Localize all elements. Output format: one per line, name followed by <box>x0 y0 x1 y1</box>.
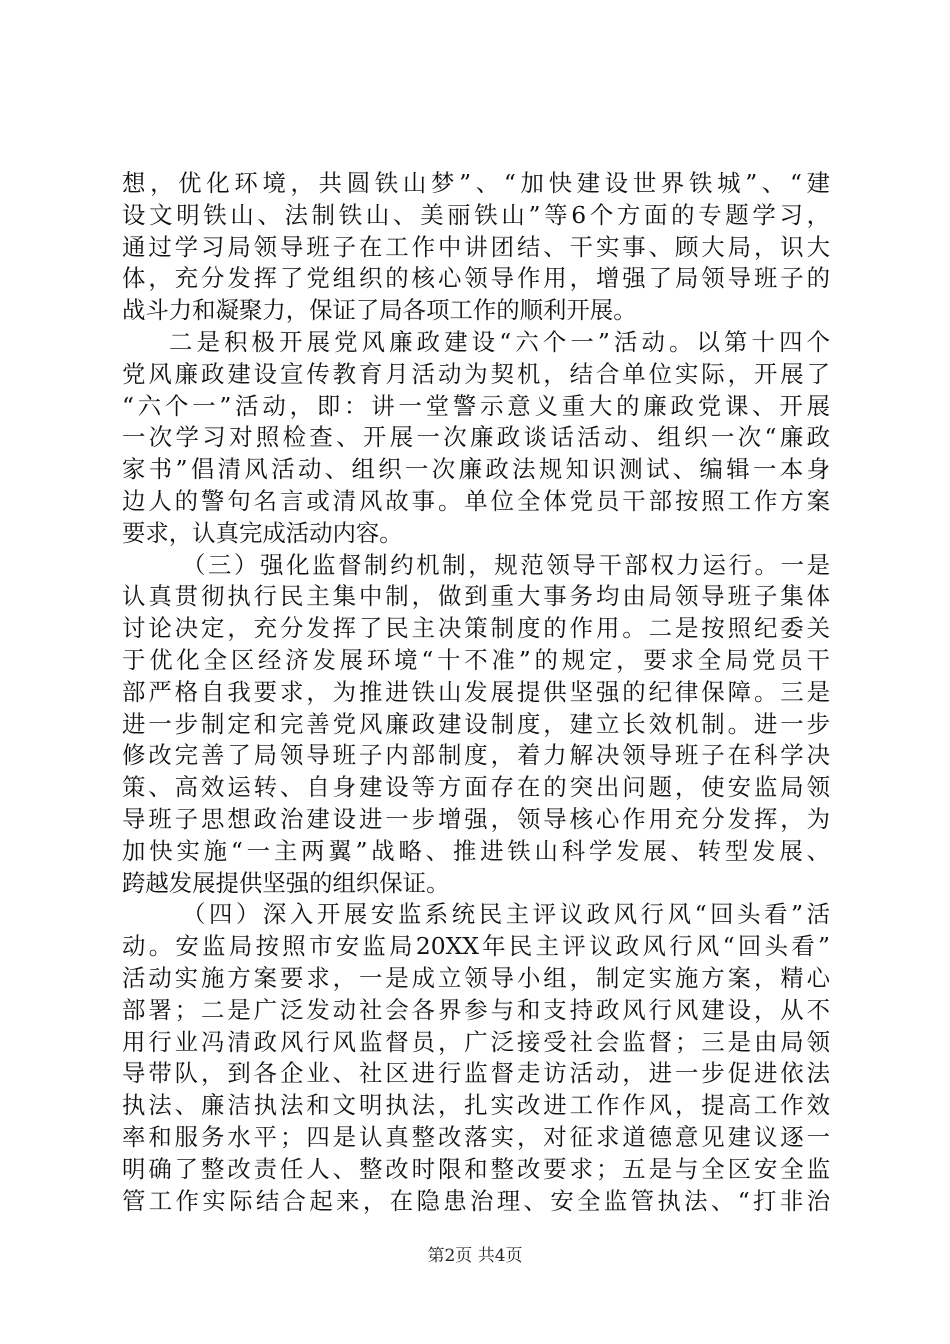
text-line: 率和服务水平；四是认真整改落实，对征求道德意见建议逐一 <box>122 1122 830 1151</box>
text-line: 边人的警句名言或清风故事。单位全体党员干部按照工作方案 <box>122 486 830 515</box>
page-number-footer: 第2页 共4页 <box>427 1246 523 1266</box>
text-line: 于优化全区经济发展环境“十不准”的规定，要求全局党员干 <box>122 645 830 674</box>
text-line: 想，优化环境，共圆铁山梦”、“加快建设世界铁城”、“建 <box>122 169 830 197</box>
text-line: “六个一”活动，即：讲一堂警示意义重大的廉政党课、开展 <box>122 391 830 420</box>
text-line: 管工作实际结合起来，在隐患治理、安全监管执法、“打非治 <box>122 1186 830 1215</box>
text-line: 用行业冯清政风行风监督员，广泛接受社会监督；三是由局领 <box>122 1027 830 1056</box>
text-line: 导带队，到各企业、社区进行监督走访活动，进一步促进依法 <box>122 1059 830 1088</box>
text-line: 二是积极开展党风廉政建设“六个一”活动。以第十四个 <box>169 327 830 356</box>
text-line: 体，充分发挥了党组织的核心领导作用，增强了局领导班子的 <box>122 264 830 293</box>
text-line: （四）深入开展安监系统民主评议政风行风“回头看”活 <box>182 900 830 929</box>
text-line: 明确了整改责任人、整改时限和整改要求；五是与全区安全监 <box>122 1154 830 1183</box>
text-line: 修改完善了局领导班子内部制度，着力解决领导班子在科学决 <box>122 741 830 770</box>
text-line: 党风廉政建设宣传教育月活动为契机，结合单位实际，开展了 <box>122 359 830 388</box>
text-line: 设文明铁山、法制铁山、美丽铁山”等6个方面的专题学习， <box>122 200 830 229</box>
text-line: 动。安监局按照市安监局20XX年民主评议政风行风“回头看” <box>122 932 830 961</box>
text-line: 通过学习局领导班子在工作中讲团结、干实事、顾大局，识大 <box>122 232 830 261</box>
text-line: 要求，认真完成活动内容。 <box>122 518 403 547</box>
text-line: 部严格自我要求，为推进铁山发展提供坚强的纪律保障。三是 <box>122 677 830 706</box>
text-line: （三）强化监督制约机制，规范领导干部权力运行。一是 <box>182 550 830 579</box>
text-line: 战斗力和凝聚力，保证了局各项工作的顺利开展。 <box>122 296 637 325</box>
text-line: 家书”倡清风活动、组织一次廉政法规知识测试、编辑一本身 <box>122 455 830 484</box>
text-line: 进一步制定和完善党风廉政建设制度，建立长效机制。进一步 <box>122 709 830 738</box>
text-line: 讨论决定，充分发挥了民主决策制度的作用。二是按照纪委关 <box>122 614 830 643</box>
text-line: 加快实施“一主两翼”战略、推进铁山科学发展、转型发展、 <box>122 836 830 865</box>
text-line: 策、高效运转、自身建设等方面存在的突出问题，使安监局领 <box>122 773 830 802</box>
text-line: 一次学习对照检查、开展一次廉政谈话活动、组织一次“廉政 <box>122 423 830 452</box>
text-line: 执法、廉洁执法和文明执法，扎实改进工作作风，提高工作效 <box>122 1091 830 1120</box>
text-line: 跨越发展提供坚强的组织保证。 <box>122 868 450 897</box>
document-body <box>122 168 830 1217</box>
text-line: 认真贯彻执行民主集中制，做到重大事务均由局领导班子集体 <box>122 582 830 611</box>
text-line: 导班子思想政治建设进一步增强，领导核心作用充分发挥，为 <box>122 804 830 833</box>
text-line: 活动实施方案要求，一是成立领导小组，制定实施方案，精心 <box>122 963 830 992</box>
text-line: 部署；二是广泛发动社会各界参与和支持政风行风建设，从不 <box>122 995 830 1024</box>
